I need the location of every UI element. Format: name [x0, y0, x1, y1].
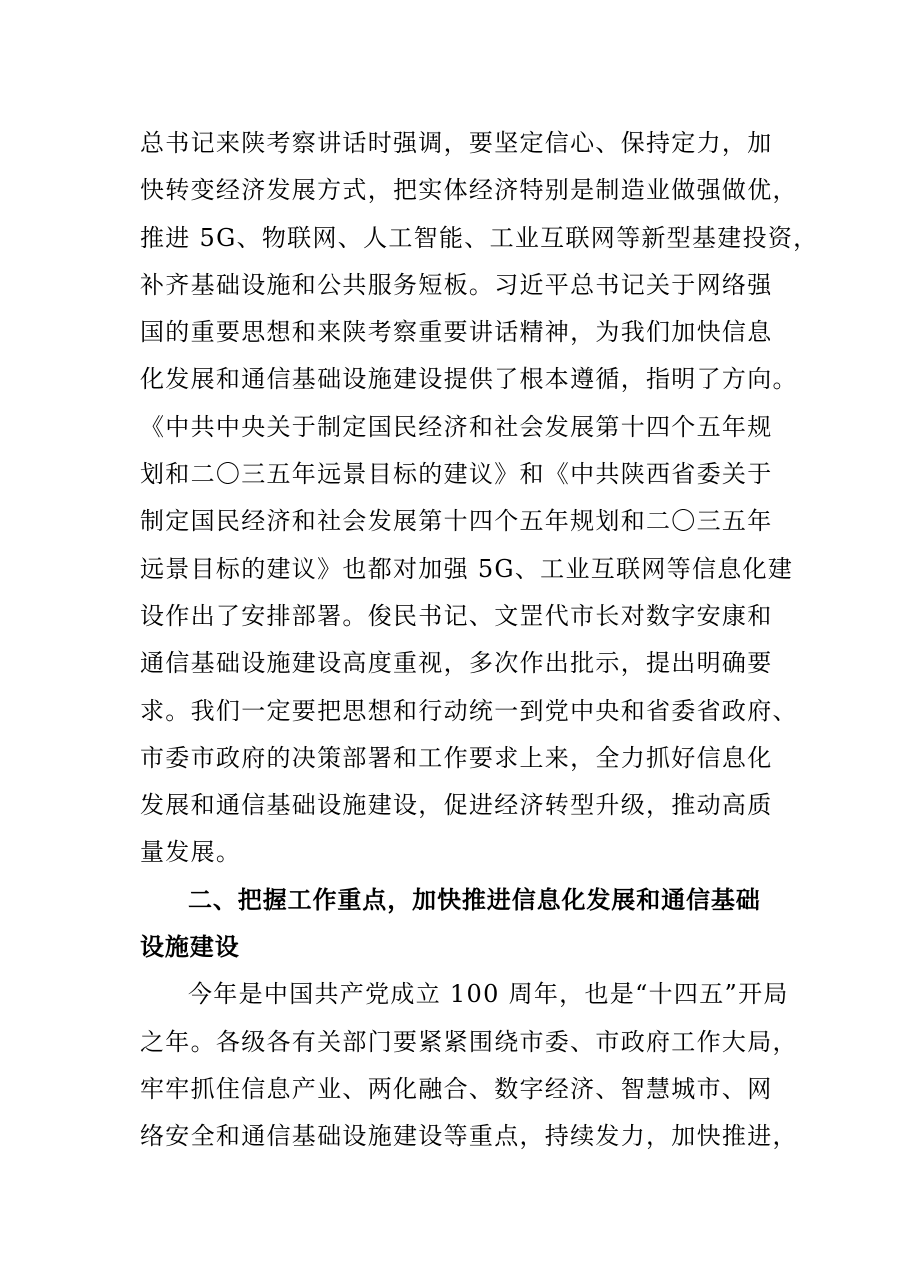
paragraph-line: 通信基础设施建设高度重视，多次作出批示，提出明确要: [140, 649, 773, 678]
paragraph-line: 总书记来陕考察讲话时强调，要坚定信心、保持定力，加: [140, 129, 773, 157]
paragraph-line: 《中共中央关于制定国民经济和社会发展第十四个五年规: [140, 412, 773, 441]
paragraph-line: 市委市政府的决策部署和工作要求上来，全力抓好信息化: [140, 743, 773, 772]
paragraph-line: 快转变经济发展方式，把实体经济特别是制造业做强做优，: [140, 176, 798, 205]
paragraph-line: 牢牢抓住信息产业、两化融合、数字经济、智慧城市、网: [140, 1074, 773, 1103]
paragraph-1: [140, 120, 819, 877]
paragraph-line: 设作出了安排部署。俊民书记、文罡代市长对数字安康和: [140, 601, 773, 630]
paragraph-line: 发展和通信基础设施建设，促进经济转型升级，推动高质: [140, 791, 773, 820]
paragraph-line: 之年。各级各有关部门要紧紧围绕市委、市政府工作大局，: [140, 1027, 798, 1056]
paragraph-line: 远景目标的建议》也都对加强 5G、工业互联网等信息化建: [140, 554, 794, 583]
paragraph-line: 推进 5G、物联网、人工智能、工业互联网等新型基建投资，: [140, 223, 819, 252]
paragraph-line: 划和二〇三五年远景目标的建议》和《中共陕西省委关于: [140, 460, 773, 489]
paragraph-line: 络安全和通信基础设施建设等重点，持续发力，加快推进，: [140, 1122, 798, 1151]
section-heading-2: [140, 877, 780, 972]
heading-line: 二、把握工作重点，加快推进信息化发展和通信基础: [188, 885, 761, 914]
paragraph-line: 量发展。: [140, 838, 242, 867]
paragraph-line: 补齐基础设施和公共服务短板。习近平总书记关于网络强: [140, 270, 773, 299]
document-body: [140, 120, 819, 1161]
paragraph-line: 国的重要思想和来陕考察重要讲话精神，为我们加快信息: [140, 318, 773, 347]
paragraph-line: 求。我们一定要把思想和行动统一到党中央和省委省政府、: [140, 696, 798, 725]
heading-line: 设施建设: [140, 933, 240, 962]
paragraph-line: 制定国民经济和社会发展第十四个五年规划和二〇三五年: [140, 507, 773, 536]
paragraph-2: [140, 971, 798, 1160]
paragraph-line: 今年是中国共产党成立 100 周年，也是“十四五”开局: [188, 980, 789, 1009]
paragraph-line: 化发展和通信基础设施建设提供了根本遵循，指明了方向。: [140, 365, 798, 394]
